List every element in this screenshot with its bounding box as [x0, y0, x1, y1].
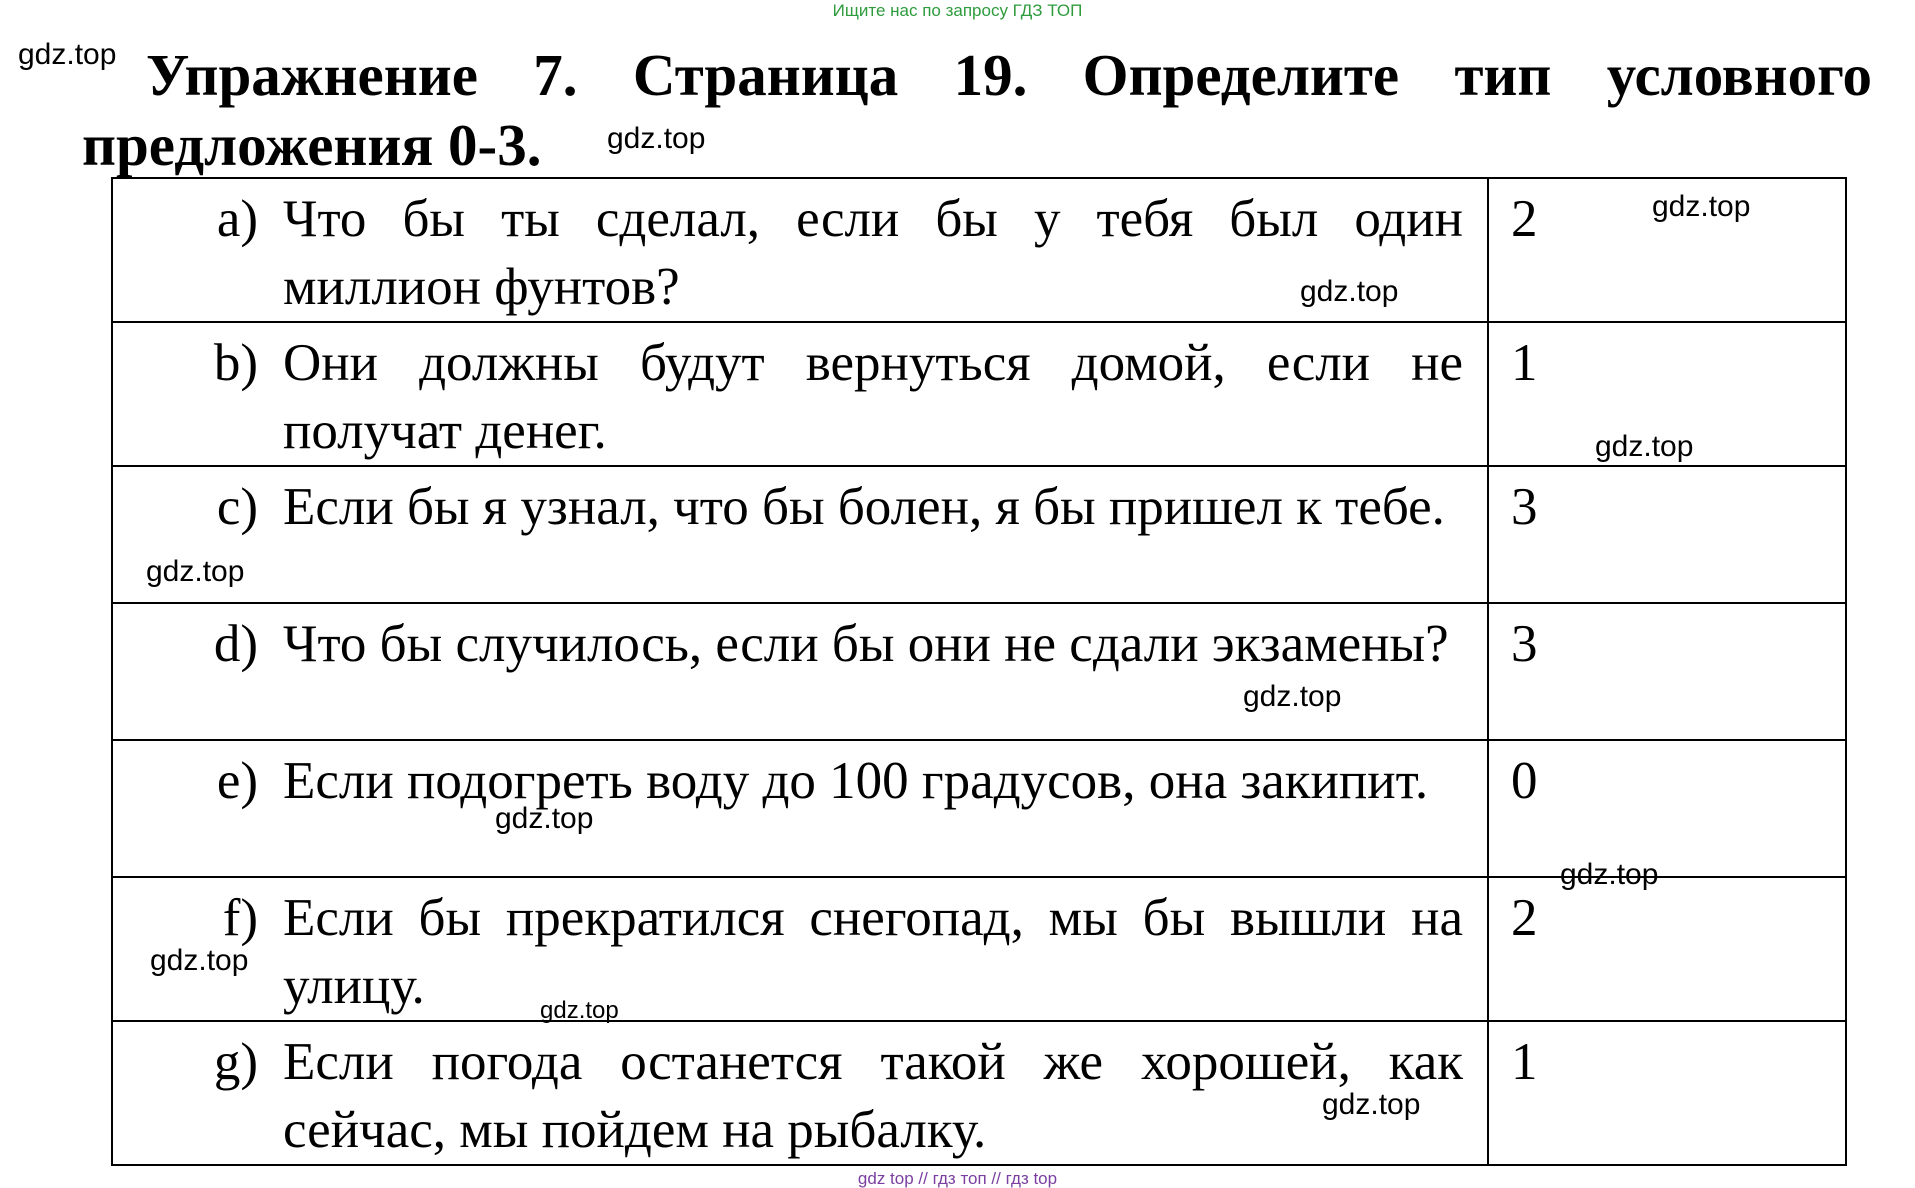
heading-word: Упражнение	[146, 42, 478, 108]
heading-word: 19.	[953, 42, 1028, 108]
table-row	[112, 178, 1846, 322]
question-cell	[112, 740, 1488, 877]
question-text: Они должны будут вернуться домой, если не получат денег.	[283, 334, 1463, 460]
question-cell	[112, 322, 1488, 466]
table-row	[112, 1021, 1846, 1165]
question-cell	[112, 178, 1488, 322]
watermark: gdz.top	[607, 122, 706, 155]
top-banner: Ищите нас по запросу ГДЗ ТОП	[832, 1, 1083, 20]
question-cell	[112, 877, 1488, 1021]
watermark: gdz.top	[1322, 1088, 1421, 1121]
question-letter: a)	[216, 190, 258, 248]
question-cell	[112, 466, 1488, 603]
watermark: gdz.top	[1243, 680, 1342, 713]
answers-table	[111, 177, 1847, 1166]
table-row	[112, 740, 1846, 877]
watermark: gdz.top	[150, 944, 249, 977]
table-row	[112, 603, 1846, 740]
question-letter: e)	[216, 752, 258, 810]
question-text: Если бы я узнал, что бы болен, я бы пришел к тебе.	[283, 478, 1445, 536]
watermark: gdz.top	[1560, 858, 1659, 891]
watermark: gdz.top	[146, 555, 245, 588]
bottom-banner: gdz top // гдз топ // гдз top	[857, 1169, 1058, 1188]
question-text: Если погода останется такой же хорошей, как сейчас, мы пойдем на рыбалку.	[283, 1033, 1463, 1159]
question-letter: c)	[216, 478, 258, 536]
answer-value: 2	[1511, 190, 1538, 248]
question-text: Что бы случилось, если бы они не сдали экзамены?	[283, 615, 1449, 673]
table-row	[112, 466, 1846, 603]
watermark: gdz.top	[1595, 430, 1694, 463]
heading-word: Страница	[632, 42, 899, 108]
answer-cell	[1488, 1021, 1846, 1165]
heading-line-1	[82, 40, 1872, 110]
heading-word: условного	[1606, 42, 1872, 108]
answer-value: 3	[1511, 615, 1538, 673]
watermark: gdz.top	[495, 802, 594, 835]
watermark: gdz.top	[18, 38, 117, 71]
watermark: gdz.top	[540, 997, 619, 1024]
question-cell	[112, 603, 1488, 740]
heading-word: тип	[1454, 42, 1552, 108]
watermark: gdz.top	[1300, 275, 1399, 308]
answer-value: 1	[1511, 1033, 1538, 1091]
question-letter: f)	[222, 889, 258, 947]
answer-value: 0	[1511, 752, 1538, 810]
heading-word: 7.	[533, 42, 578, 108]
answer-value: 1	[1511, 334, 1538, 392]
answer-cell	[1488, 740, 1846, 877]
question-letter: b)	[213, 334, 258, 392]
answer-cell	[1488, 877, 1846, 1021]
answer-cell	[1488, 603, 1846, 740]
answer-value: 3	[1511, 478, 1538, 536]
answer-cell	[1488, 466, 1846, 603]
table-row	[112, 877, 1846, 1021]
exercise-heading	[82, 40, 1872, 180]
question-letter: d)	[213, 615, 258, 673]
heading-word: Определите	[1082, 42, 1400, 108]
table-row	[112, 322, 1846, 466]
question-cell	[112, 1021, 1488, 1165]
question-text: Что бы ты сделал, если бы у тебя был один миллион фунтов?	[283, 190, 1463, 316]
question-text: Если бы прекратился снегопад, мы бы вышли на улицу.	[283, 889, 1463, 1015]
answer-value: 2	[1511, 889, 1538, 947]
heading-line-2: предложения 0-3.	[82, 112, 542, 178]
question-text: Если подогреть воду до 100 градусов, она закипит.	[283, 752, 1429, 810]
question-letter: g)	[213, 1033, 258, 1091]
watermark: gdz.top	[1652, 190, 1751, 223]
